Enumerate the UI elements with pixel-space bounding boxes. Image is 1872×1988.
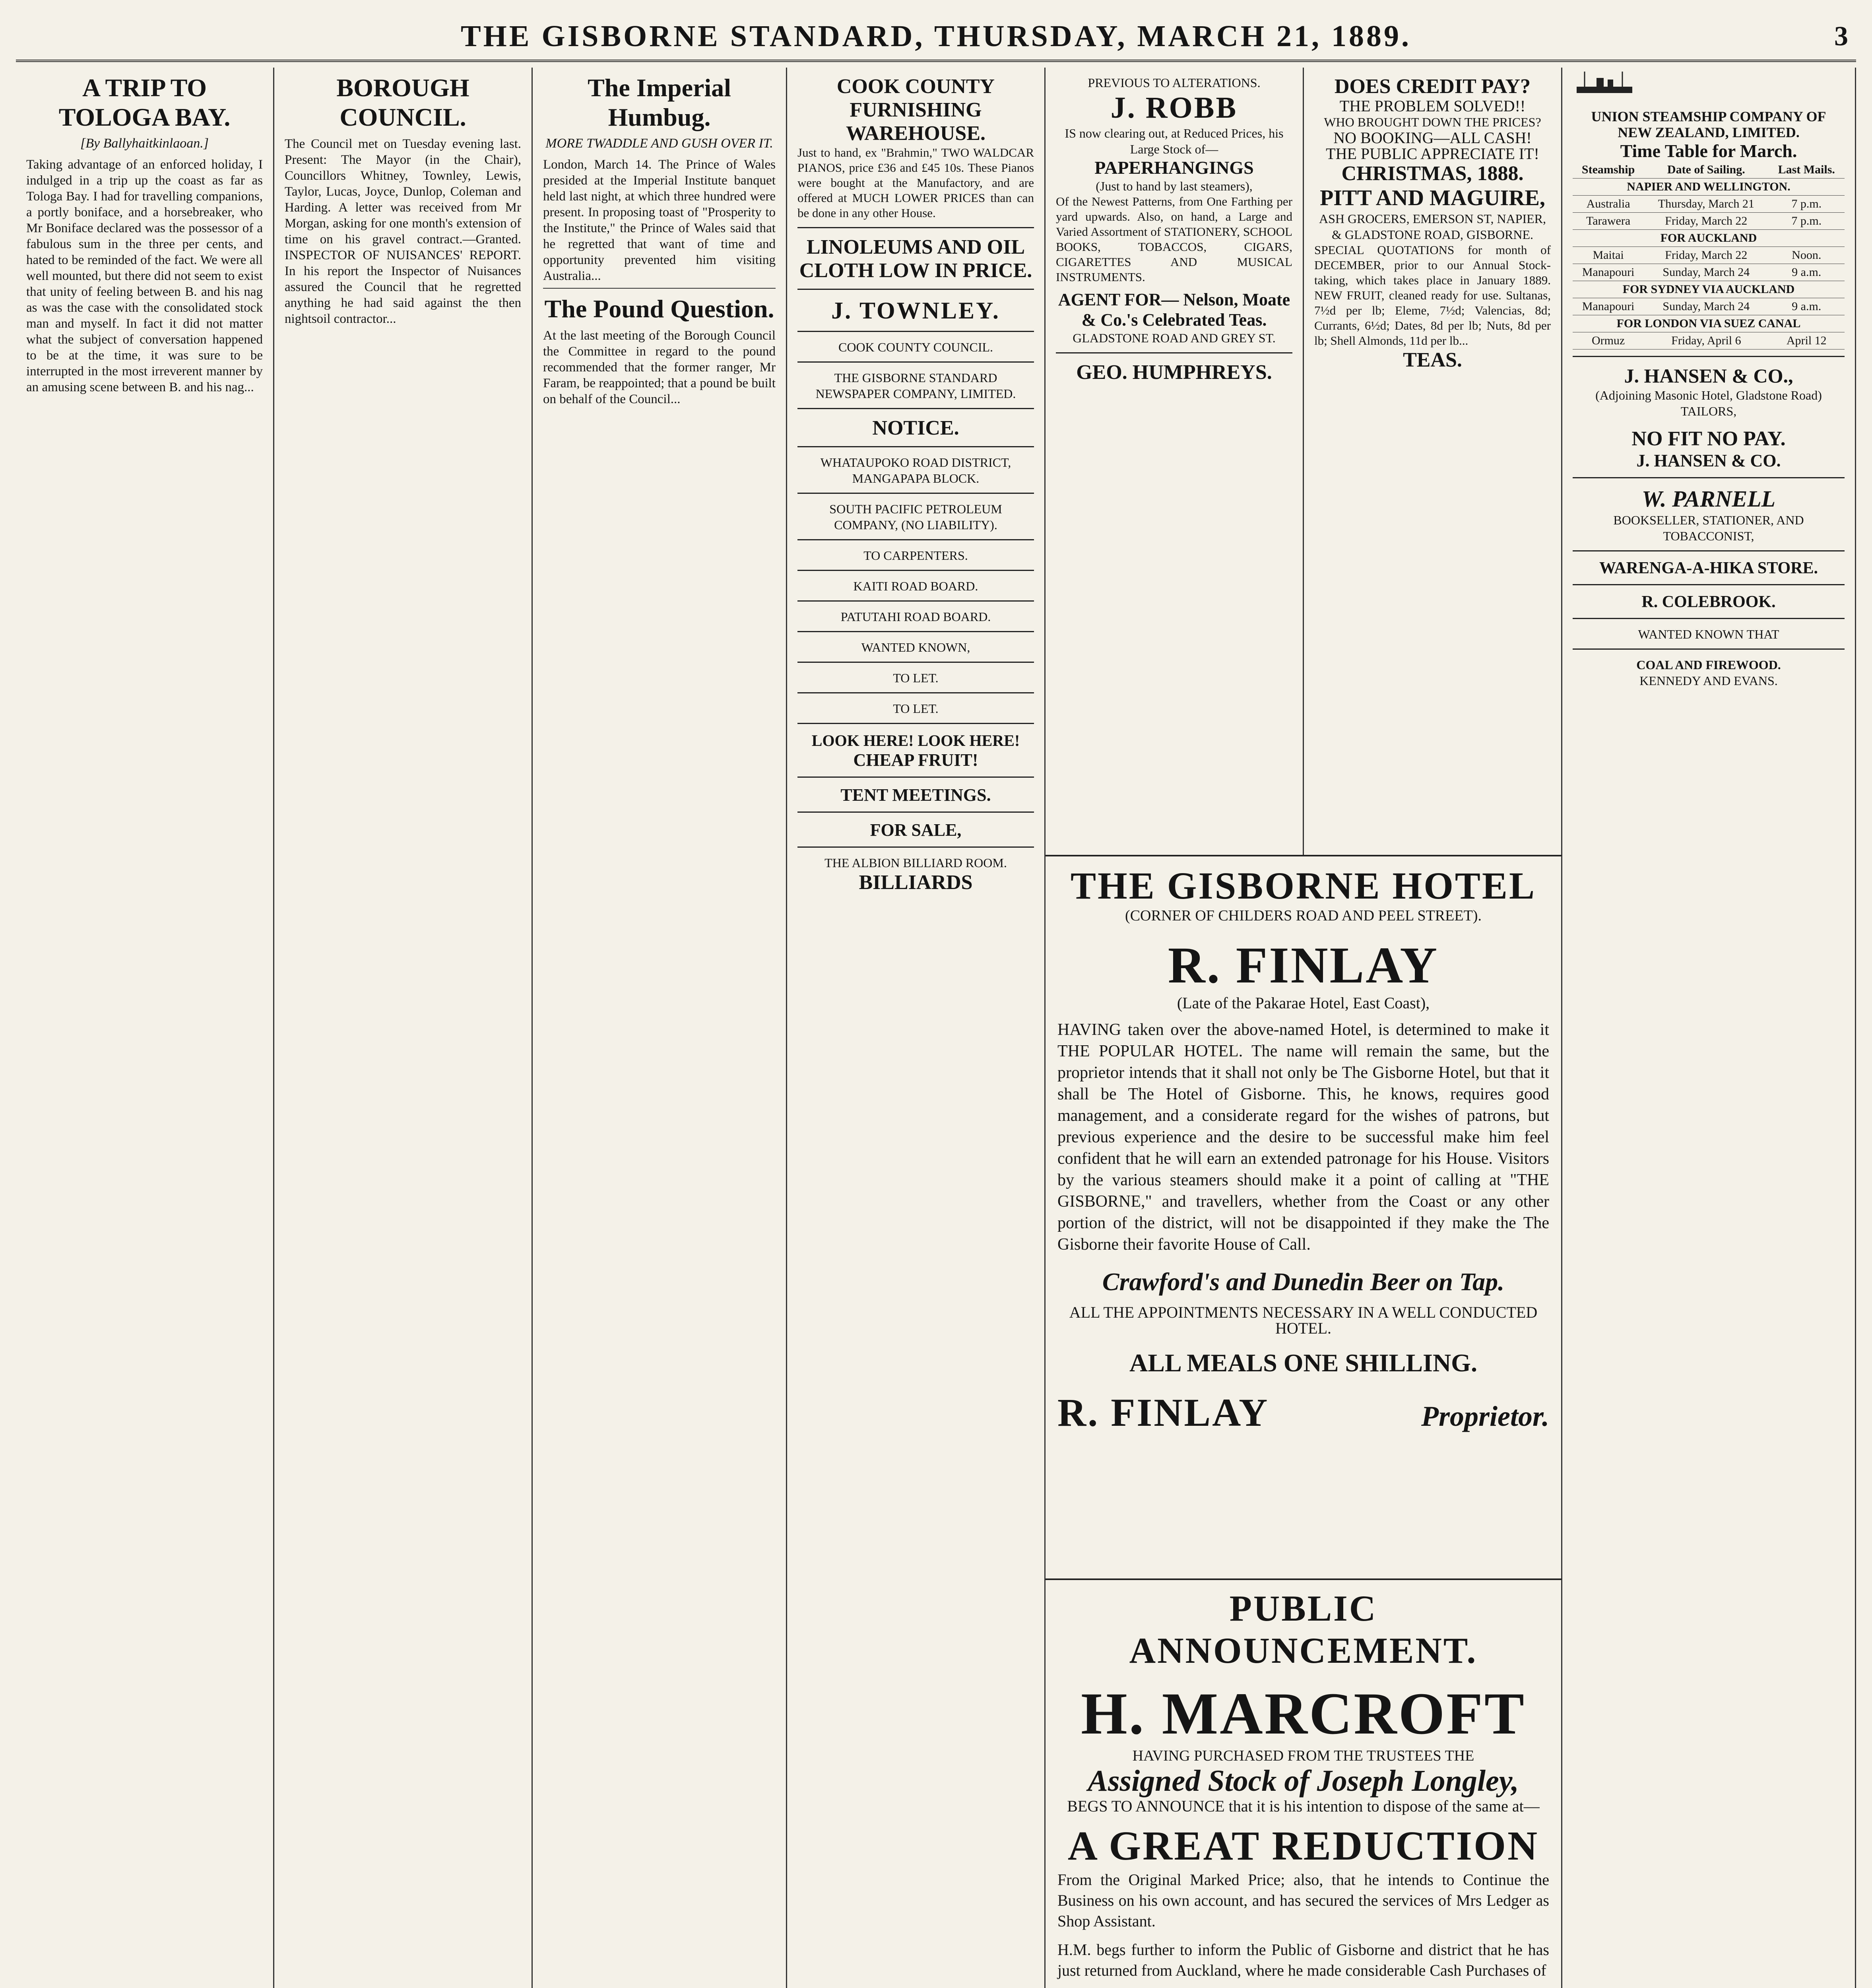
ad-name: J. HANSEN & CO. (1636, 451, 1781, 470)
newspaper-title: THE GISBORNE STANDARD, THURSDAY, MARCH 21, 1889. (460, 19, 1412, 53)
ad-title: TO LET. (893, 671, 939, 685)
ad-text: IS now clearing out, at Reduced Prices, his Large Stock of— (1065, 126, 1284, 156)
column-3 (533, 68, 787, 1988)
ad-title: WARENGA-A-HIKA STORE. (1599, 559, 1818, 577)
hotel-late: (Late of the Pakarae Hotel, East Coast), (1177, 994, 1430, 1012)
timetable-row (1573, 315, 1845, 332)
hotel-text: HAVING taken over the above-named Hotel, is determined to make it THE POPULAR HOTEL. The name will remain the same, but the proprietor intends that it shall not only be The Gisborne Hotel, but that it shall be The Hotel of Gisborne. This, he knows, requires good management, and a considerate regard for the wishes of patrons, but previous experience and the desire to be successful make him feel confident that he will earn an extended patronage for his House. Visitors by the various steamers should make it a point of calling at "THE GISBORNE," and travellers, whether from the Coast or any other portion of the district, will not be disappointed if they make the The Gisborne their favorite House of Call. (1057, 1021, 1549, 1254)
timetable-cell: Maitai (1573, 247, 1644, 264)
column-1 (16, 68, 274, 1988)
timetable-cell: Sunday, March 24 (1644, 298, 1768, 315)
ad-title: WHATAUPOKO ROAD DISTRICT, MANGAPAPA BLOCK. (820, 455, 1011, 485)
ad-text: THE PUBLIC APPRECIATE IT! (1326, 145, 1539, 163)
timetable (1573, 161, 1845, 349)
ad-to-let (797, 662, 1034, 692)
ad-coal (1573, 648, 1845, 695)
hotel-subtitle: (CORNER OF CHILDERS ROAD AND PEEL STREET). (1125, 907, 1482, 924)
ad-fruit (797, 723, 1034, 777)
ad-text: Of the Newest Patterns, from One Farthing per yard upwards. Also, on hand, a Large and Varied Assortment of STATIONERY, SCHOOL BOOKS, TOBACCOS, CIGARS, CIGARETTES AND MUSICAL INSTRUMENTS. (1056, 194, 1292, 284)
ad-subtitle: BILLIARDS (859, 871, 973, 894)
ad-text: WHO BROUGHT DOWN THE PRICES? (1324, 115, 1541, 129)
timetable-cell: Manapouri (1573, 264, 1644, 281)
ad-title: COOK COUNTY COUNCIL. (838, 340, 993, 354)
ad-albion (797, 846, 1034, 901)
timetable-header-cell: Date of Sailing. (1644, 161, 1768, 179)
ad-title: NOTICE. (872, 417, 959, 439)
ad-union-steamship (1573, 101, 1845, 356)
timetable-cell: Sunday, March 24 (1644, 264, 1768, 281)
timetable-cell: Australia (1573, 196, 1644, 213)
article-subhead: MORE TWADDLE AND GUSH OVER IT. (545, 136, 773, 151)
timetable-cell: Thursday, March 21 (1644, 196, 1768, 213)
ad-text: Just to hand, ex "Brahmin," TWO WALDCAR PIANOS, price £36 and £45 10s. These Pianos were bought at the Manufactory, and are offered at MUCH LOWER PRICES than can be done in any other House. (797, 146, 1034, 220)
ad-header: PREVIOUS TO ALTERATIONS. (1088, 76, 1261, 90)
ad-title: LINOLEUMS AND OIL CLOTH LOW IN PRICE. (799, 236, 1032, 282)
ad-text: From the Original Marked Price; also, that he intends to Continue the Business on his own account, and has secured the services of Mrs Ledger as Shop Assistant. (1057, 1871, 1549, 1930)
column-2 (274, 68, 533, 1988)
timetable-row (1573, 213, 1845, 230)
page-number: 3 (1834, 21, 1848, 52)
hotel-beer: Crawford's and Dunedin Beer on Tap. (1102, 1268, 1505, 1296)
ad-announcement: PUBLIC ANNOUNCEMENT. (1129, 1588, 1478, 1671)
ad-title: TO CARPENTERS. (863, 548, 968, 563)
ad-parnell (1573, 477, 1845, 550)
ad-text: HAVING PURCHASED FROM THE TRUSTEES THE (1132, 1747, 1474, 1764)
ad-whataupoko (797, 446, 1034, 493)
timetable-cell: Friday, March 22 (1644, 247, 1768, 264)
timetable-section: NAPIER AND WELLINGTON. (1573, 179, 1845, 196)
ad-subtitle: THE PROBLEM SOLVED!! (1339, 97, 1526, 115)
ad-title: KAITI ROAD BOARD. (853, 579, 978, 593)
timetable-cell: 9 a.m. (1768, 298, 1845, 315)
ad-patutahi (797, 600, 1034, 631)
timetable-row (1573, 247, 1845, 264)
hotel-proprietor-name: R. FINLAY (1057, 1390, 1269, 1435)
timetable-section: FOR LONDON VIA SUEZ CANAL (1573, 315, 1845, 332)
ad-address: GLADSTONE ROAD AND GREY ST. (1073, 331, 1276, 345)
timetable-section: FOR SYDNEY VIA AUCKLAND (1573, 281, 1845, 298)
ad-name: GEO. HUMPHREYS. (1076, 361, 1272, 384)
article-heading: The Pound Question. (544, 295, 774, 323)
ad-title: THE GISBORNE STANDARD NEWSPAPER COMPANY, LIMITED. (815, 371, 1016, 401)
hotel-appointments: ALL THE APPOINTMENTS NECESSARY IN A WELL CONDUCTED HOTEL. (1069, 1303, 1538, 1337)
ad-name: R. COLEBROOK. (1641, 593, 1776, 611)
ad-furnishing (797, 68, 1034, 227)
ad-title: UNION STEAMSHIP COMPANY OF NEW ZEALAND, LIMITED. (1591, 109, 1826, 140)
ad-subtitle: CHEAP FRUIT! (853, 750, 978, 770)
hotel-proprietor-name: R. FINLAY (1168, 937, 1439, 994)
timetable-cell: 9 a.m. (1768, 264, 1845, 281)
ad-title: WANTED KNOWN, (861, 640, 970, 654)
ad-robb (1056, 68, 1292, 352)
ad-carpenters (797, 539, 1034, 570)
ad-year: CHRISTMAS, 1888. (1341, 162, 1524, 185)
ad-name: H. MARCROFT (1081, 1681, 1526, 1747)
ad-text: SPECIAL QUOTATIONS for month of DECEMBER, prior to our Annual Stock-taking, which takes place in January 1889. NEW FRUIT, cleaned ready for use. Sultanas, 7½d per lb; Eleme, 7½d; Valencias, 8d; Currants, 6½d; Dates, 8d per lb; Nuts, 8d per lb; Shell Almonds, 11d per lb... (1314, 243, 1551, 348)
timetable-cell: Manapouri (1573, 298, 1644, 315)
ad-wanted (797, 631, 1034, 662)
ad-address: ASH GROCERS, EMERSON ST, NAPIER, & GLADSTONE ROAD, GISBORNE. (1319, 212, 1546, 242)
ad-name: J. TOWNLEY. (831, 297, 1000, 324)
article-body: Taking advantage of an enforced holiday, I indulged in a trip up the coast as far as Tologa Bay. I had for travelling companions, a portly boniface, and a horsebreaker, who Mr Boniface declared was the possessor of a fabulous sum in the three per cents, and hated to be reminded of the fact. We were all well mounted, but there did not seem to exist that unity of feeling between B. and his nag as was the case with the consolidated stock man and myself. In fact it did not matter what the subject of conversation happened to be at the time, it was sure to be interrupted in the most irreverent manner by an amusing scene between B. and his nag... (26, 157, 263, 394)
ad-linoleum (797, 227, 1034, 289)
ad-hansen (1573, 356, 1845, 477)
ad-name: J. ROBB (1110, 91, 1238, 124)
ad-humphreys (1056, 352, 1292, 390)
timetable-row (1573, 230, 1845, 247)
column-5 (1046, 68, 1304, 855)
timetable-title: Time Table for March. (1620, 141, 1797, 161)
ad-text: (Adjoining Masonic Hotel, Gladstone Road) TAILORS, (1595, 388, 1822, 418)
timetable-cell: Noon. (1768, 247, 1845, 264)
ad-title: COAL AND FIREWOOD. (1636, 658, 1781, 672)
ad-title: THE ALBION BILLIARD ROOM. (824, 856, 1007, 870)
timetable-header-cell: Steamship (1573, 161, 1644, 179)
timetable-row (1573, 196, 1845, 213)
divider (543, 288, 776, 289)
ad-title: DOES CREDIT PAY? (1334, 75, 1531, 98)
ad-name: KENNEDY AND EVANS. (1639, 674, 1778, 688)
article-body: At the last meeting of the Borough Council the Committee in regard to the pound recommended that the former ranger, Mr Faram, be reappointed; that a pound be built on behalf of the Council... (543, 328, 776, 406)
ad-title: SOUTH PACIFIC PETROLEUM COMPANY, (NO LIABILITY). (829, 502, 1002, 532)
hotel-ad (1046, 855, 1562, 1578)
steamship-icon (1573, 68, 1636, 99)
timetable-row (1573, 332, 1845, 349)
ad-for-sale (797, 812, 1034, 846)
timetable-row (1573, 179, 1845, 196)
timetable-section: FOR AUCKLAND (1573, 230, 1845, 247)
article-heading: BOROUGH COUNCIL. (336, 74, 469, 131)
ad-title: LOOK HERE! LOOK HERE! (811, 732, 1020, 749)
ad-text: NO BOOKING—ALL CASH! (1333, 129, 1532, 147)
ad-name: J. HANSEN & CO., (1624, 365, 1793, 387)
ad-wanted (1573, 618, 1845, 648)
ad-pitt-maguire (1314, 68, 1551, 378)
ad-standard (797, 361, 1034, 408)
timetable-cell: Tarawera (1573, 213, 1644, 230)
ad-council (797, 331, 1034, 361)
article-heading: A TRIP TO TOLOGA BAY. (58, 74, 231, 131)
timetable-cell: Friday, March 22 (1644, 213, 1768, 230)
hotel-title: THE GISBORNE HOTEL (1071, 864, 1536, 907)
article-byline: [By Ballyhaitkinlaoan.] (80, 136, 209, 151)
ad-teas: TEAS. (1403, 349, 1462, 371)
ad-text: BOOKSELLER, STATIONER, AND TOBACCONIST, (1613, 513, 1804, 543)
column-4 (787, 68, 1046, 1988)
ad-title: WANTED KNOWN THAT (1638, 627, 1779, 641)
ad-goods: PAPERHANGINGS (1094, 157, 1254, 178)
article-body: London, March 14. The Prince of Wales presided at the Imperial Institute banquet held last night, at which three hundred were present. In proposing toast of "Prosperity to the Institute," the Prince of Wales said that he regretted that want of time and opportunity prevented him visiting Australia... (543, 157, 776, 283)
column-6 (1304, 68, 1562, 855)
ad-reduction: A GREAT REDUCTION (1067, 1823, 1539, 1869)
ad-to-let-2 (797, 692, 1034, 723)
ad-tent (797, 777, 1034, 812)
ad-slogan: NO FIT NO PAY. (1631, 427, 1786, 450)
timetable-cell: 7 p.m. (1768, 196, 1845, 213)
timetable-cell: Ormuz (1573, 332, 1644, 349)
article-heading: The Imperial Humbug. (588, 74, 731, 131)
hotel-meals: ALL MEALS ONE SHILLING. (1129, 1349, 1477, 1377)
column-7 (1562, 68, 1856, 1988)
ad-text: H.M. begs further to inform the Public of Gisborne and district that he has just returned from Auckland, where he made considerable Cash Purchases of (1057, 1941, 1549, 1979)
timetable-cell: April 12 (1768, 332, 1845, 349)
ad-assigned: Assigned Stock of Joseph Longley, (1088, 1764, 1519, 1798)
ad-title: FOR SALE, (870, 820, 962, 840)
ad-colebrook (1573, 584, 1845, 618)
marcroft-ad (1046, 1578, 1562, 1988)
ad-title: PATUTAHI ROAD BOARD. (840, 610, 991, 624)
ad-title: TO LET. (893, 701, 939, 716)
timetable-row (1573, 281, 1845, 298)
masthead (16, 12, 1856, 62)
timetable-header-cell: Last Mails. (1768, 161, 1845, 179)
ad-notice (797, 408, 1034, 446)
timetable-cell: Friday, April 6 (1644, 332, 1768, 349)
ad-note: (Just to hand by last steamers), (1096, 179, 1253, 193)
timetable-cell: 7 p.m. (1768, 213, 1845, 230)
ad-warenga (1573, 550, 1845, 584)
article-body: The Council met on Tuesday evening last. Present: The Mayor (in the Chair), Councillors Whitney, Townley, Lewis, Taylor, Lucas, Joyce, Dunlop, Coleman and Harding. A letter was received from Mr Morgan, asking for one month's extension of time on his gravel contract.—Granted. INSPECTOR OF NUISANCES' REPORT. In his report the Inspector of Nuisances assured the Council that he regretted anything he had said against the then nightsoil contractor... (285, 137, 521, 326)
ad-petroleum (797, 493, 1034, 539)
ad-name: W. PARNELL (1641, 486, 1776, 512)
ad-firm: PITT AND MAGUIRE, (1320, 186, 1545, 210)
ad-kaiti (797, 570, 1034, 600)
timetable-row (1573, 264, 1845, 281)
ad-title: COOK COUNTY FURNISHING WAREHOUSE. (836, 75, 995, 145)
ad-title: TENT MEETINGS. (840, 785, 991, 805)
timetable-row (1573, 298, 1845, 315)
ad-agent: AGENT FOR— Nelson, Moate & Co.'s Celebrated Teas. (1058, 290, 1290, 330)
hotel-proprietor-label: Proprietor. (1421, 1400, 1549, 1432)
ad-townley (797, 289, 1034, 331)
ad-text: BEGS TO ANNOUNCE that it is his intention to dispose of the same at— (1067, 1797, 1540, 1815)
